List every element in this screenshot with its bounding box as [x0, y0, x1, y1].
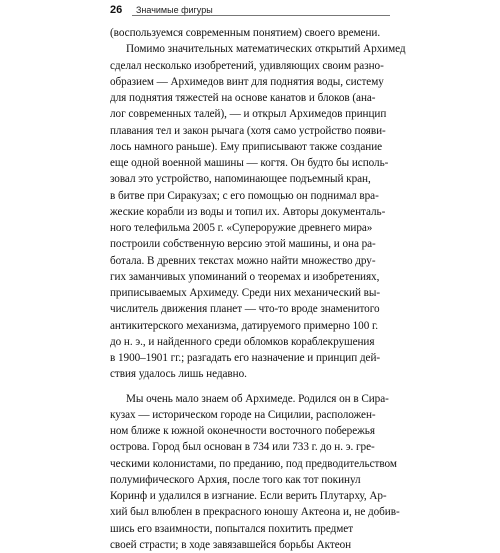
text-line: острова. Город был основан в 734 или 733 г. до н. э. гре-	[110, 439, 392, 455]
text-line: ствия удалось лишь недавно.	[110, 366, 392, 382]
text-line: ного телефильма 2005 г. «Супероружие древнего мира»	[110, 220, 392, 236]
page-number: 26	[110, 3, 122, 17]
text-line: сделал несколько изобретений, удивляющих своим разно-	[110, 58, 392, 74]
text-line: плавания тел и закон рычага (хотя само устройство появи-	[110, 123, 392, 139]
text-line: ческими колонистами, по преданию, под предводительством	[110, 456, 392, 472]
paragraph-1	[110, 25, 392, 383]
text-line: Помимо значительных математических открытий Архимед	[110, 41, 392, 57]
text-line: образием — Архимедов винт для поднятия воды, систему	[110, 74, 392, 90]
text-line: Мы очень мало знаем об Архимеде. Родился он в Сира-	[110, 391, 392, 407]
text-line: антикитерского механизма, датируемого примерно 100 г.	[110, 318, 392, 334]
paragraph-2	[110, 391, 392, 553]
text-line: лось намного раньше). Ему приписывают также создание	[110, 139, 392, 155]
text-line: лог современных талей), — и открыл Архимедов принцип	[110, 106, 392, 122]
text-line: жеские корабли из воды и топил их. Авторы документаль-	[110, 204, 392, 220]
text-line: ботала. В древних текстах можно найти множество дру-	[110, 253, 392, 269]
text-line: до н. э., и найденного среди обломков кораблекрушения	[110, 334, 392, 350]
body-text	[110, 25, 392, 553]
text-line: построили собственную версию этой машины, и она ра-	[110, 236, 392, 252]
text-line: в битве при Сиракузах; с его помощью он поднимал вра-	[110, 188, 392, 204]
text-line: хий был влюблен в прекрасного юношу Актеона и, не добив-	[110, 504, 392, 520]
text-line: зовал это устройство, напоминающее подъемный кран,	[110, 171, 392, 187]
text-line: (воспользуемся современным понятием) своего времени.	[110, 25, 392, 41]
text-line: числитель движения планет — что-то вроде знаменитого	[110, 301, 392, 317]
text-line: кузах — историческом городе на Сицилии, расположен-	[110, 407, 392, 423]
text-line: ном ближе к южной оконечности восточного побережья	[110, 423, 392, 439]
text-line: в 1900–1901 гг.; разгадать его назначение и принцип дей-	[110, 350, 392, 366]
text-line: Коринф и удалился в изгнание. Если верить Плутарху, Ар-	[110, 488, 392, 504]
text-line: гих заманчивых упоминаний о теоремах и изобретениях,	[110, 269, 392, 285]
text-line: своей страсти; в ходе завязавшейся борьбы Актеон	[110, 537, 392, 553]
text-line: для поднятия тяжестей на основе канатов и блоков (ана-	[110, 90, 392, 106]
page-header	[110, 2, 390, 20]
text-line: шись его взаимности, попытался похитить предмет	[110, 521, 392, 537]
text-line: еще одной военной машины — когтя. Он будто бы исполь-	[110, 155, 392, 171]
running-head: Значимые фигуры	[136, 4, 213, 16]
text-line: полумифического Архия, после того как тот покинул	[110, 472, 392, 488]
text-line: приписываемых Архимеду. Среди них механический вы-	[110, 285, 392, 301]
header-rule	[132, 15, 390, 16]
